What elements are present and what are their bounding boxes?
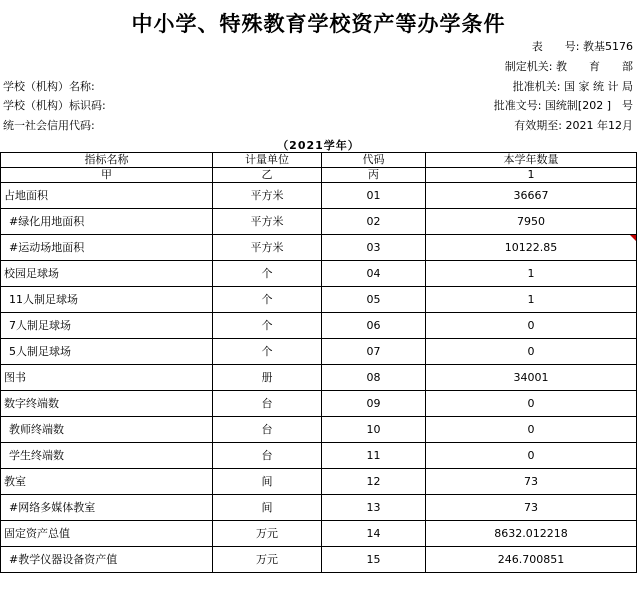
row-name: #绿化用地面积: [1, 209, 213, 235]
row-value[interactable]: 1: [426, 261, 637, 287]
row-unit: 个: [213, 261, 322, 287]
header-code: 代码: [322, 153, 426, 168]
row-code: 10: [322, 417, 426, 443]
row-code: 11: [322, 443, 426, 469]
row-code: 01: [322, 183, 426, 209]
row-unit: 台: [213, 417, 322, 443]
row-code: 14: [322, 521, 426, 547]
row-code: 09: [322, 391, 426, 417]
table-row: [1, 417, 637, 443]
meta-issuing-authority: 制定机关: 教 育 部: [504, 60, 633, 73]
row-value[interactable]: 34001: [426, 365, 637, 391]
table-row: [1, 443, 637, 469]
row-name: #运动场地面积: [1, 235, 213, 261]
subheader-row: [1, 168, 637, 183]
row-value[interactable]: 73: [426, 495, 637, 521]
row-name: 固定资产总值: [1, 521, 213, 547]
school-id-label: 学校（机构）标识码:: [3, 99, 106, 112]
row-value[interactable]: 246.700851: [426, 547, 637, 573]
row-unit: 平方米: [213, 183, 322, 209]
row-code: 06: [322, 313, 426, 339]
row-name: 11人制足球场: [1, 287, 213, 313]
row-value[interactable]: 1: [426, 287, 637, 313]
row-value[interactable]: [426, 235, 637, 261]
table-row: [1, 261, 637, 287]
credit-code-label: 统一社会信用代码:: [3, 119, 95, 132]
subheader-1: 1: [426, 168, 637, 183]
table-row: [1, 235, 637, 261]
row-code: 04: [322, 261, 426, 287]
row-name: 学生终端数: [1, 443, 213, 469]
academic-year: （2021学年）: [277, 139, 360, 152]
subheader-yi: 乙: [213, 168, 322, 183]
row-code: 07: [322, 339, 426, 365]
table-row: [1, 547, 637, 573]
row-name: 5人制足球场: [1, 339, 213, 365]
table-row: [1, 469, 637, 495]
header-indicator-name: 指标名称: [1, 153, 213, 168]
form-title: 中小学、特殊教育学校资产等办学条件: [131, 12, 506, 36]
row-name: #教学仪器设备资产值: [1, 547, 213, 573]
row-name: 教师终端数: [1, 417, 213, 443]
row-value[interactable]: 73: [426, 469, 637, 495]
row-name: 教室: [1, 469, 213, 495]
assets-table: [0, 152, 637, 573]
table-row: [1, 391, 637, 417]
header-row: [1, 153, 637, 168]
row-code: 02: [322, 209, 426, 235]
row-code: 05: [322, 287, 426, 313]
table-row: [1, 183, 637, 209]
table-row: [1, 287, 637, 313]
meta-approval-number: 批准文号: 国统制[202 ] 号: [493, 99, 633, 112]
row-unit: 个: [213, 313, 322, 339]
row-code: 15: [322, 547, 426, 573]
row-value[interactable]: 7950: [426, 209, 637, 235]
row-unit: 万元: [213, 547, 322, 573]
row-code: 08: [322, 365, 426, 391]
table-row: [1, 365, 637, 391]
row-value[interactable]: 36667: [426, 183, 637, 209]
row-value[interactable]: 0: [426, 417, 637, 443]
row-unit: 册: [213, 365, 322, 391]
row-unit: 个: [213, 287, 322, 313]
row-value[interactable]: 8632.012218: [426, 521, 637, 547]
meta-approving-authority: 批准机关: 国 家 统 计 局: [512, 80, 633, 93]
header-unit: 计量单位: [213, 153, 322, 168]
row-unit: 平方米: [213, 235, 322, 261]
row-unit: 个: [213, 339, 322, 365]
row-value[interactable]: 0: [426, 391, 637, 417]
row-code: 03: [322, 235, 426, 261]
comment-marker-icon[interactable]: [630, 235, 636, 241]
row-name: 图书: [1, 365, 213, 391]
row-name: 7人制足球场: [1, 313, 213, 339]
row-code: 12: [322, 469, 426, 495]
table-row: [1, 313, 637, 339]
row-unit: 台: [213, 391, 322, 417]
row-unit: 台: [213, 443, 322, 469]
row-name: 校园足球场: [1, 261, 213, 287]
row-name: 数字终端数: [1, 391, 213, 417]
row-value[interactable]: 0: [426, 313, 637, 339]
table-row: [1, 495, 637, 521]
row-name: #网络多媒体教室: [1, 495, 213, 521]
table-row: [1, 209, 637, 235]
row-unit: 间: [213, 469, 322, 495]
school-name-label: 学校（机构）名称:: [3, 80, 95, 93]
row-unit: 间: [213, 495, 322, 521]
subheader-bing: 丙: [322, 168, 426, 183]
table-row: [1, 339, 637, 365]
table-row: [1, 521, 637, 547]
row-unit: 万元: [213, 521, 322, 547]
meta-form-number: 表 号: 教基5176: [531, 40, 633, 53]
meta-valid-until: 有效期至: 2021 年12月: [514, 119, 633, 132]
row-unit: 平方米: [213, 209, 322, 235]
header-current-quantity: 本学年数量: [426, 153, 637, 168]
row-name: 占地面积: [1, 183, 213, 209]
row-value-text: 10122.85: [504, 241, 558, 254]
row-value[interactable]: 0: [426, 339, 637, 365]
row-value[interactable]: 0: [426, 443, 637, 469]
subheader-jia: 甲: [1, 168, 213, 183]
row-code: 13: [322, 495, 426, 521]
